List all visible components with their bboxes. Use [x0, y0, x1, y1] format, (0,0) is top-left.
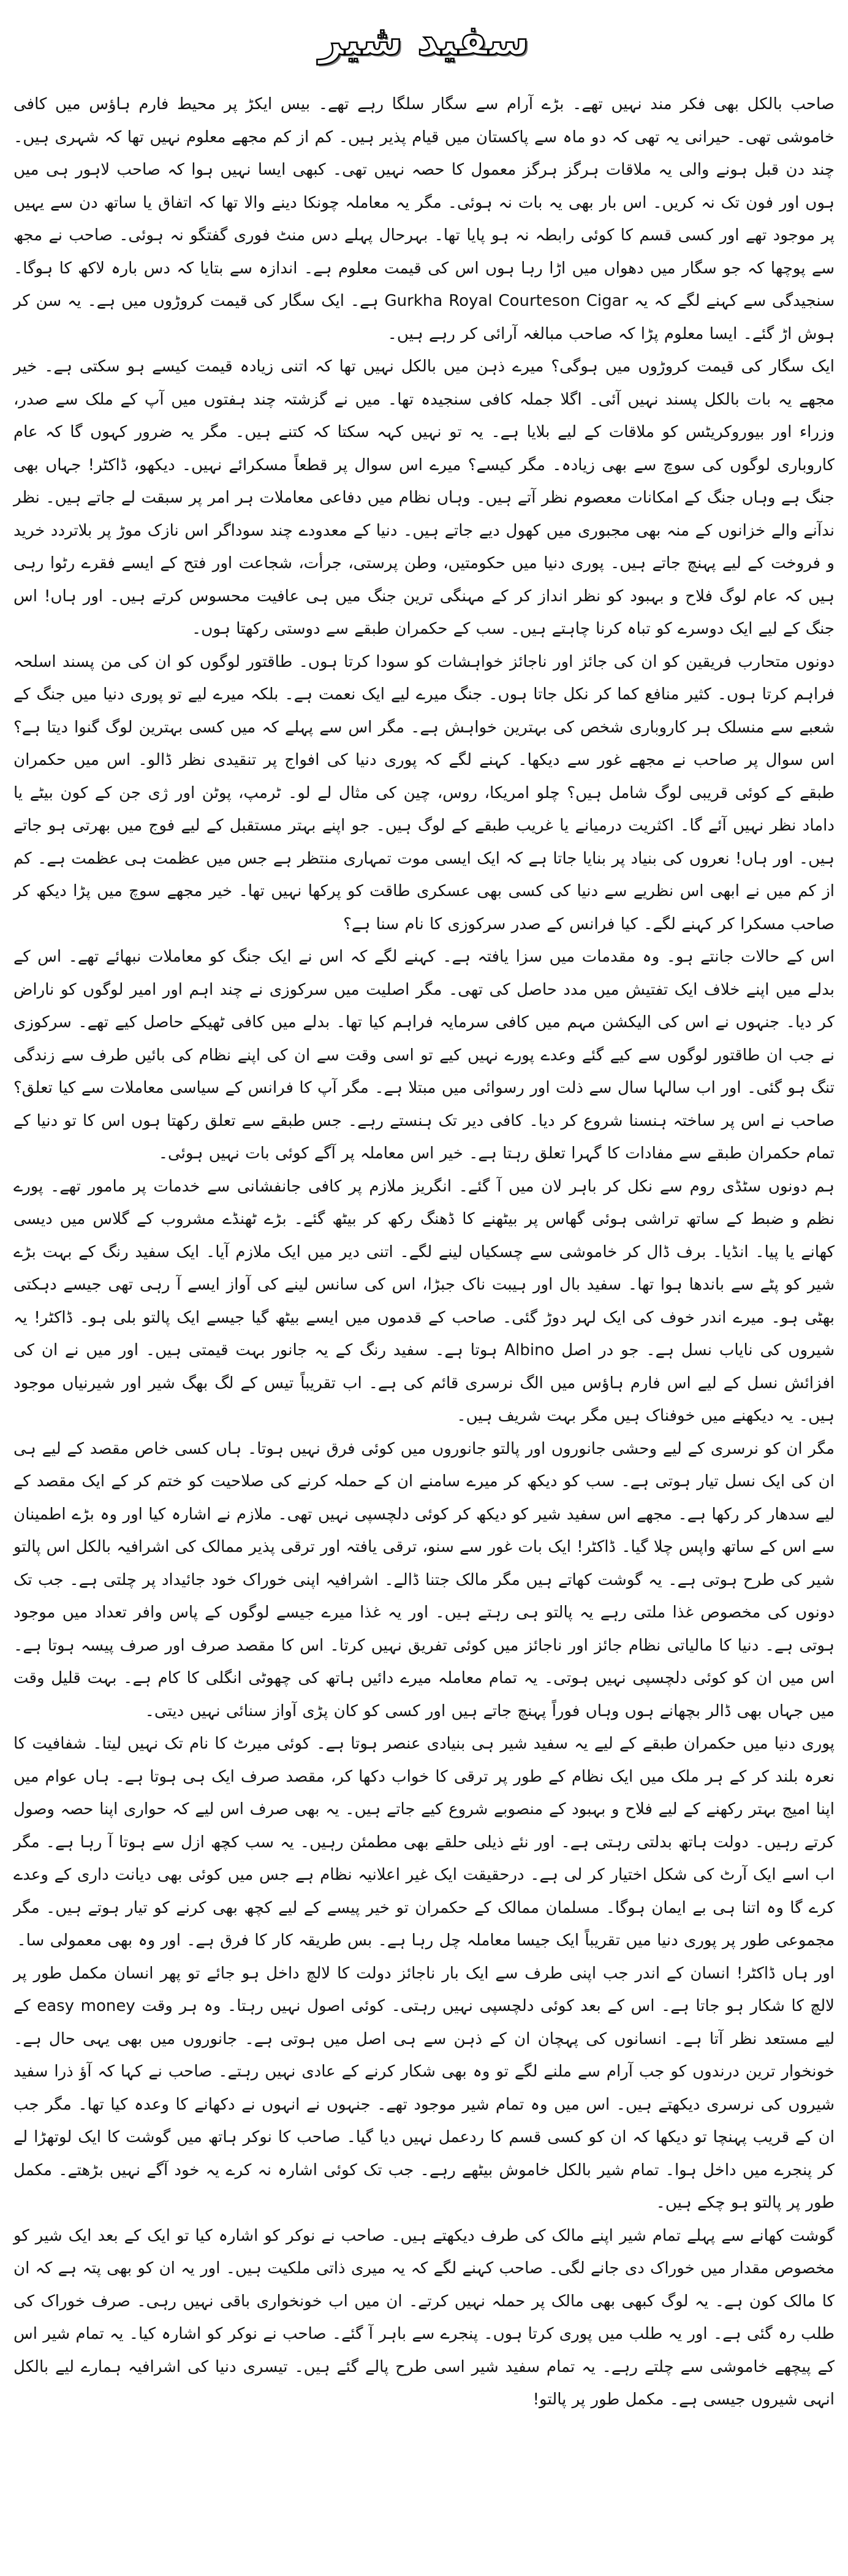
article-paragraph: گوشت کھانے سے پہلے تمام شیر اپنے مالک کی طرف دیکھتے ہیں۔ صاحب نے نوکر کو اشارہ کیا تو ایک کے بعد ایک شیر کو مخصوص مقدار میں خوراک دی جانے لگی۔ صاحب کہنے لگے کہ یہ میری ذاتی ملکیت ہیں۔ اور یہ ان کو بھی پتہ ہے کہ ان کا مالک کون ہے۔ یہ لوگ کبھی بھی مالک پر حملہ نہیں کرتے۔ ان میں اب خونخواری باقی نہیں رہی۔ صرف خوراک کی طلب رہ گئی ہے۔ اور یہ طلب میں پوری کرتا ہوں۔ پنجرے سے باہر آ گئے۔ صاحب نے نوکر کو اشارہ کیا۔ یہ تمام شیر اس کے پیچھے خاموشی سے چلتے رہے۔ یہ تمام سفید شیر اسی طرح پالے گئے ہیں۔ تیسری دنیا کی اشرافیہ ہمارے لیے بالکل انہی شیروں جیسی ہے۔ مکمل طور پر پالتو!	[13, 2226, 835, 2409]
article-paragraph: مگر ان کو نرسری کے لیے وحشی جانوروں اور پالتو جانوروں میں کوئی فرق نہیں ہوتا۔ ہاں کسی خاص مقصد کے لیے ہی ان کی ایک نسل تیار ہوتی ہے۔ سب کو دیکھ کر میرے سامنے ان کے حملہ کرنے کی صلاحیت کو ختم کر کے ایک مقصد کے لیے سدھار کر رکھا ہے۔ مجھے اس سفید شیر کو دیکھ کر کوئی دلچسپی نہیں تھی۔ ملازم نے اشارہ کیا اور وہ بڑے اطمینان سے اس کے ساتھ واپس چلا گیا۔ ڈاکٹر! ایک بات غور سے سنو، ترقی یافتہ اور ترقی پذیر ممالک کی اشرافیہ بالکل اس پالتو شیر کی طرح ہوتی ہے۔ یہ گوشت کھاتے ہیں مگر مالک جتنا ڈالے۔ اشرافیہ اپنی خوراک خود جائیداد پر چلتی ہے۔ جب تک دونوں کی مخصوص غذا ملتی رہے یہ پالتو ہی رہتے ہیں۔ اور یہ غذا میرے جیسے لوگوں کے پاس وافر تعداد میں موجود ہوتی ہے۔ دنیا کا مالیاتی نظام جائز اور ناجائز میں کوئی تفریق نہیں کرتا۔ اس کا مقصد صرف اور صرف پیسہ ہوتا ہے۔ اس میں ان کو کوئی دلچسپی نہیں ہوتی۔ یہ تمام معاملہ میرے دائیں ہاتھ کی چھوٹی انگلی کا کام ہے۔ بہت قلیل وقت میں جہاں بھی ڈالر بچھانے ہوں وہاں فوراً پہنچ جاتے ہیں اور کسی کو کان پڑی آواز سنائی نہیں دیتی۔	[13, 1439, 835, 1720]
article-paragraph: صاحب بالکل بھی فکر مند نہیں تھے۔ بڑے آرام سے سگار سلگا رہے تھے۔ بیس ایکڑ پر محیط فارم ہاؤس میں کافی خاموشی تھی۔ حیرانی یہ تھی کہ دو ماہ سے پاکستان میں قیام پذیر ہیں۔ کم از کم مجھے معلوم نہیں تھا کہ شہری ہیں۔ چند دن قبل ہونے والی یہ ملاقات ہرگز ہرگز معمول کا حصہ نہیں تھی۔ کبھی ایسا نہیں ہوا کہ صاحب لاہور ہی میں ہوں اور فون تک نہ کریں۔ اس بار بھی یہ بات نہ ہوئی۔ مگر یہ معاملہ چونکا دینے والا تھا کہ اتفاق یا ساتھ دن سے یہیں پر موجود تھے اور کسی قسم کا کوئی رابطہ نہ ہو پایا تھا۔ بہرحال پہلے دس منٹ فوری گفتگو نہ ہوئی۔ صاحب نے مجھ سے پوچھا کہ جو سگار میں دھواں میں اڑا رہا ہوں اس کی قیمت معلوم ہے۔ اندازہ سے بتایا کہ دس بارہ لاکھ کا ہوگا۔ سنجیدگی سے کہنے لگے کہ یہ Gurkha Royal Courteson Cigar ہے۔ ایک سگار کی قیمت کروڑوں میں ہے۔ یہ سن کر ہوش اڑ گئے۔ ایسا معلوم پڑا کہ صاحب مبالغہ آرائی کر رہے ہیں۔	[13, 95, 835, 343]
article-paragraph: دونوں متحارب فریقین کو ان کی جائز اور ناجائز خواہشات کو سودا کرتا ہوں۔ طاقتور لوگوں کو ان کی من پسند اسلحہ فراہم کرتا ہوں۔ کثیر منافع کما کر نکل جاتا ہوں۔ جنگ میرے لیے ایک نعمت ہے۔ بلکہ میرے لیے تو پوری دنیا میں جنگ کے شعبے سے منسلک ہر کاروباری شخص کی بہترین خواہش ہے۔ مگر اس سے پہلے کہ میں کسی بہترین لوگ گنوا دیتا ہے؟ اس سوال پر صاحب نے مجھے غور سے دیکھا۔ کہنے لگے کہ پوری دنیا کی افواج پر تنقیدی نظر ڈالو۔ اس میں حکمران طبقے کے کوئی قریبی لوگ شامل ہیں؟ چلو امریکا، روس، چین کی مثال لے لو۔ ٹرمپ، پوٹن اور ژی جن کے کون بیٹے یا داماد نظر نہیں آئے گا۔ اکثریت درمیانے یا غریب طبقے کے لوگ ہیں۔ جو اپنے بہتر مستقبل کے لیے فوج میں بھرتی ہو جاتے ہیں۔ اور ہاں! نعروں کی بنیاد پر بنایا جاتا ہے کہ ایک ایسی موت تمہاری منتظر ہے جس میں عظمت ہی عظمت ہے۔ کم از کم میں نے ابھی اس نظریے سے دنیا کی کسی بھی عسکری طاقت کو پرکھا نہیں تھا۔ خیر مجھے سوچ میں پڑا دیکھ کر صاحب مسکرا کر کہنے لگے۔ کیا فرانس کے صدر سرکوزی کا نام سنا ہے؟	[13, 652, 835, 933]
article-title: سفید شیر	[319, 17, 529, 65]
article-paragraph: اس کے حالات جانتے ہو۔ وہ مقدمات میں سزا یافتہ ہے۔ کہنے لگے کہ اس نے ایک جنگ کو معاملات نبھائے تھے۔ اس کے بدلے میں اپنے خلاف ایک تفتیش میں مدد حاصل کی تھی۔ مگر اصلیت میں سرکوزی نے چند اہم اور امیر لوگوں کو ناراض کر دیا۔ جنہوں نے اس کی الیکشن مہم میں کافی سرمایہ فراہم کیا تھا۔ بدلے میں کافی ٹھیکے حاصل کیے تھے۔ سرکوزی نے جب ان طاقتور لوگوں سے کیے گئے وعدے پورے نہیں کیے تو اسی وقت سے ان کی اپنے نظام کی بائیں طرف سے زندگی تنگ ہو گئی۔ اور اب سالہا سال سے ذلت اور رسوائی میں مبتلا ہے۔ مگر آپ کا فرانس کے سیاسی معاملات سے کیا تعلق؟ صاحب نے اس پر ساختہ ہنسنا شروع کر دیا۔ کافی دیر تک ہنستے رہے۔ جس طبقے سے تعلق رکھتا ہوں اس کا تو دنیا کے تمام حکمران طبقے سے مفادات کا گہرا تعلق رہتا ہے۔ خیر اس معاملہ پر آگے کوئی بات نہیں ہوئی۔	[13, 948, 835, 1163]
article-paragraph: پوری دنیا میں حکمران طبقے کے لیے یہ سفید شیر ہی بنیادی عنصر ہوتا ہے۔ کوئی میرٹ کا نام تک نہیں لیتا۔ شفافیت کا نعرہ بلند کر کے ہر ملک میں ایک نظام کے طور پر ترقی کا خواب دکھا کر، مقصد صرف ایک ہی ہوتا ہے۔ ہاں عوام میں اپنا امیج بہتر رکھنے کے لیے فلاح و بہبود کے منصوبے شروع کیے جاتے ہیں۔ یہ بھی صرف اس لیے کہ حواری اپنا حصہ وصول کرتے رہیں۔ دولت ہاتھ بدلتی رہتی ہے۔ اور نئے ذیلی حلقے بھی مطمئن رہیں۔ یہ سب کچھ ازل سے ہوتا آ رہا ہے۔ مگر اب اسے ایک آرٹ کی شکل اختیار کر لی ہے۔ درحقیقت ایک غیر اعلانیہ نظام ہے جس میں کوئی بھی دیانت داری کے وعدے کرے گا وہ اتنا ہی بے ایمان ہوگا۔ مسلمان ممالک کے حکمران تو خیر پیسے کے لیے کچھ بھی کرنے کو تیار ہوتے ہیں۔ مگر مجموعی طور پر پوری دنیا میں تقریباً ایک جیسا معاملہ چل رہا ہے۔ بس طریقہ کار کا فرق ہے۔ اور وہ بھی معمولی سا۔	[13, 1734, 835, 1950]
article-paragraph: اور ہاں ڈاکٹر! انسان کے اندر جب اپنی طرف سے ایک بار ناجائز دولت کا لالچ داخل ہو جائے تو پھر انسان مکمل طور پر لالچ کا شکار ہو جاتا ہے۔ اس کے بعد کوئی دلچسپی نہیں رہتی۔ کوئی اصول نہیں رہتا۔ وہ ہر وقت easy money کے لیے مستعد نظر آتا ہے۔ انسانوں کی پہچان ان کے ذہن سے ہی اصل میں ہوتی ہے۔ جانوروں میں بھی یہی حال ہے۔ خونخوار ترین درندوں کو جب آرام سے ملنے لگے تو وہ بھی شکار کرنے کے عادی نہیں رہتے۔ صاحب نے کہا کہ آؤ ذرا سفید شیروں کی نرسری دیکھتے ہیں۔ اس میں وہ تمام شیر موجود تھے۔ جنہوں نے انہوں نے دکھانے کا وعدہ کیا تھا۔ مگر جب ان کے قریب پہنچا تو دیکھا کہ ان کو کسی قسم کا ردعمل نہیں دیا گیا۔ صاحب کا نوکر ہاتھ میں گوشت کا ایک لوتھڑا لے کر پنجرے میں داخل ہوا۔ تمام شیر بالکل خاموش بیٹھے رہے۔ جب تک کوئی اشارہ نہ کرے یہ خود آگے نہیں بڑھتے۔ مکمل طور پر پالتو ہو چکے ہیں۔	[13, 1964, 835, 2212]
title-banner	[13, 11, 835, 75]
article-paragraph: ایک سگار کی قیمت کروڑوں میں ہوگی؟ میرے ذہن میں بالکل نہیں تھا کہ اتنی زیادہ قیمت کیسے ہو سکتی ہے۔ خیر مجھے یہ بات بالکل پسند نہیں آئی۔ اگلا جملہ کافی سنجیدہ تھا۔ میں نے گزشتہ چند ہفتوں میں آپ کے ملک سے صدر، وزراء اور بیوروکریٹس کو ملاقات کے لیے بلایا ہے۔ یہ تو نہیں کہہ سکتا کہ کتنے ہیں۔ مگر یہ ضرور کہوں گا کہ عام کاروباری لوگوں کی سوچ سے بھی زیادہ۔ مگر کیسے؟ میرے اس سوال پر قطعاً مسکرائے نہیں۔ دیکھو، ڈاکٹر! جہاں بھی جنگ ہے وہاں جنگ کے امکانات معصوم نظر آتے ہیں۔ وہاں نظام میں دفاعی معاملات ہر امر پر سبقت لے جاتے ہیں۔ نظر ندآنے والے خزانوں کے منہ بھی مجبوری میں کھول دیے جاتے ہیں۔ دنیا کے معدودے چند سوداگر اس نازک موڑ پر بلاتردد خرید و فروخت کے لیے پہنچ جاتے ہیں۔ پوری دنیا میں حکومتیں، وطن پرستی، جرأت، شجاعت اور فتح کے ایسے فقرے رٹوا رہی ہیں کہ عام لوگ فلاح و بہبود کو نظر انداز کر کے مہنگی ترین جنگ میں ہی عافیت محسوس کرتے ہیں۔ اور ہاں! اس جنگ کے لیے ایک دوسرے کو تباہ کرنا چاہتے ہیں۔ سب کے حکمران طبقے سے دوستی رکھتا ہوں۔	[13, 357, 835, 638]
article-paragraph: ہم دونوں سٹڈی روم سے نکل کر باہر لان میں آ گئے۔ انگریز ملازم پر کافی جانفشانی سے خدمات پر مامور تھے۔ پورے نظم و ضبط کے ساتھ تراشی ہوئی گھاس پر بیٹھنے کا ڈھنگ رکھ کر بیٹھ گئے۔ بڑے ٹھنڈے مشروب کے گلاس میں دیسی کھانے یا پیا۔ انڈیا۔ برف ڈال کر خاموشی سے چسکیاں لینے لگے۔ اتنی دیر میں ایک ملازم آیا۔ ایک سفید رنگ کے بہت بڑے شیر کو پٹے سے باندھا ہوا تھا۔ سفید بال اور ہیبت ناک جبڑا، اس کی سانس لینے کی آواز ایسے آ رہی تھی جیسے دہکتی بھٹی ہو۔ میرے اندر خوف کی ایک لہر دوڑ گئی۔ صاحب کے قدموں میں ایسے بیٹھ گیا جیسے ایک پالتو بلی ہو۔ ڈاکٹر! یہ شیروں کی نایاب نسل ہے۔ جو در اصل Albino ہوتا ہے۔ سفید رنگ کے یہ جانور بہت قیمتی ہیں۔ اور میں نے ان کی افزائش نسل کے لیے اس فارم ہاؤس میں الگ نرسری قائم کی ہے۔ اب تقریباً تیس کے لگ بھگ شیر اور شیرنیاں موجود ہیں۔ یہ دیکھنے میں خوفناک ہیں مگر بہت شریف ہیں۔	[13, 1177, 835, 1425]
article-body	[13, 88, 835, 2417]
